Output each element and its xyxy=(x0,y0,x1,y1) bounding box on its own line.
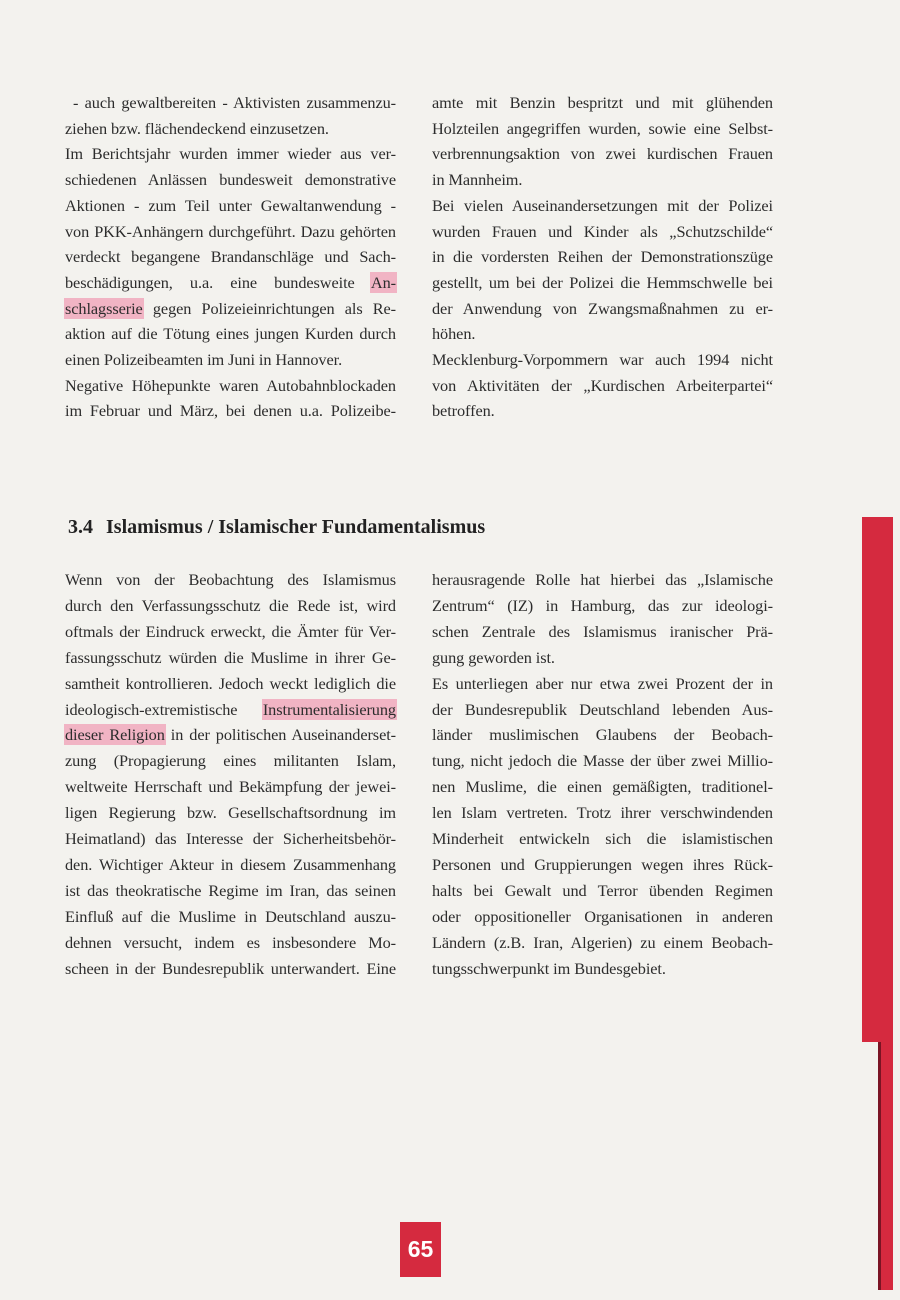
text-line: ziehen bzw. flächendeckend einzusetzen. xyxy=(65,118,329,138)
text-line: Heimatland) das Interesse der Sicherheitsbehör- xyxy=(65,829,396,849)
paragraph xyxy=(65,90,396,141)
text-column-top-left xyxy=(65,90,396,424)
text-line: Zentrum“ (IZ) in Hamburg, das zur ideologi- xyxy=(432,595,773,615)
text-line: ligen Regierung bzw. Gesellschaftsordnung im xyxy=(65,803,396,823)
text-segment: ideologisch-extremistische xyxy=(65,699,263,719)
text-line: aktion auf die Tötung eines jungen Kurden durch xyxy=(65,324,396,344)
section-title: Islamismus / Islamischer Fundamentalismus xyxy=(106,516,486,538)
text-line: zung (Propagierung eines militanten Islam, xyxy=(65,751,396,771)
paragraph xyxy=(432,193,773,347)
text-line: durch den Verfassungsschutz die Rede ist, wird xyxy=(65,595,396,615)
text-line xyxy=(65,296,396,322)
text-line: betroffen. xyxy=(432,401,495,421)
page-number: 65 xyxy=(407,1236,434,1262)
text-line: oder oppositioneller Organisationen in anderen xyxy=(432,906,773,926)
text-line: Aktionen - zum Teil unter Gewaltanwendung - xyxy=(65,195,396,215)
text-line: fassungsschutz würden die Muslime in ihrer Ge- xyxy=(65,647,396,667)
text-segment: beschädigungen, u.a. eine bundesweite xyxy=(65,272,371,292)
text-line xyxy=(65,722,396,748)
text-line: ist das theokratische Regime im Iran, das seinen xyxy=(65,880,396,900)
page-number-box xyxy=(400,1222,441,1277)
text-line: schen Zentrale des Islamismus iranischer Prä- xyxy=(432,621,773,641)
text-line: Holzteilen angegriffen wurden, sowie eine Selbst- xyxy=(432,118,773,138)
text-line: oftmals der Eindruck erweckt, die Ämter für Ver- xyxy=(65,621,396,641)
text-line: Einfluß auf die Muslime in Deutschland auszu- xyxy=(65,906,396,926)
text-line: weltweite Herrschaft und Bekämpfung der jewei- xyxy=(65,777,396,797)
highlighted-text: Instrumentalisierung xyxy=(262,699,396,719)
text-line: der Anwendung von Zwangsmaßnahmen zu er- xyxy=(432,298,773,318)
text-column-top-right xyxy=(432,90,773,424)
highlighted-text: An- xyxy=(370,272,396,292)
paragraph xyxy=(65,141,396,372)
text-line: herausragende Rolle hat hierbei das „Islamische xyxy=(432,570,773,589)
text-line: von PKK-Anhängern durchgeführt. Dazu gehörten xyxy=(65,221,396,241)
text-line: dehnen versucht, indem es insbesondere Mo- xyxy=(65,932,396,952)
chapter-marker-bar xyxy=(862,517,893,1042)
text-line: länder muslimischen Glaubens der Beobach- xyxy=(432,725,773,745)
paragraph xyxy=(432,90,773,193)
highlighted-text: schlagsserie xyxy=(65,298,143,318)
text-line: gestellt, um bei der Polizei die Hemmschwelle bei xyxy=(432,272,773,292)
text-line: Personen und Gruppierungen wegen ihres Rück- xyxy=(432,854,773,874)
text-line: den. Wichtiger Akteur in diesem Zusammenhang xyxy=(65,854,396,874)
text-line: von Aktivitäten der „Kurdischen Arbeiterpartei“ xyxy=(432,375,773,395)
text-line: in Mannheim. xyxy=(432,170,523,190)
text-line: halts bei Gewalt und Terror übenden Regimen xyxy=(432,880,773,900)
text-line: tung, nicht jedoch die Masse der über zwei Millio- xyxy=(432,751,773,771)
text-line: Es unterliegen aber nur etwa zwei Prozent der in xyxy=(432,673,773,693)
text-line: verdeckt begangene Brandanschläge und Sach- xyxy=(65,247,396,267)
text-line: Negative Höhepunkte waren Autobahnblockaden xyxy=(65,375,396,395)
text-line: nen Muslime, die einen gemäßigten, traditionel- xyxy=(432,777,773,797)
text-line: wurden Frauen und Kinder als „Schutzschilde“ xyxy=(432,221,773,241)
text-segment: gegen Polizeieinrichtungen als Re- xyxy=(142,298,396,318)
text-line: der Bundesrepublik Deutschland lebenden Aus- xyxy=(432,699,773,719)
paragraph xyxy=(432,347,773,424)
text-line: Wenn von der Beobachtung des Islamismus xyxy=(65,570,396,589)
text-line: Ländern (z.B. Iran, Algerien) zu einem Beobach- xyxy=(432,932,773,952)
text-line: len Islam vertreten. Trotz ihrer verschwindenden xyxy=(432,803,773,823)
text-column-bottom-left xyxy=(65,567,396,982)
text-line: schiedenen Anlässen bundesweit demonstrative xyxy=(65,170,396,190)
text-line: tungsschwerpunkt im Bundesgebiet. xyxy=(432,958,666,978)
text-line: in die vordersten Reihen der Demonstrationszüge xyxy=(432,247,773,267)
text-line: Mecklenburg-Vorpommern war auch 1994 nicht xyxy=(432,350,773,370)
text-line: scheen in der Bundesrepublik unterwandert. Eine xyxy=(65,958,396,978)
paragraph xyxy=(65,567,396,982)
text-line: im Februar und März, bei denen u.a. Polizeibe- xyxy=(65,401,396,421)
section-number: 3.4 xyxy=(68,516,93,538)
paragraph xyxy=(65,373,396,424)
text-line: gung geworden ist. xyxy=(432,647,555,667)
text-segment: in der politischen Auseinanderset- xyxy=(164,725,396,745)
text-line xyxy=(65,270,396,296)
text-line: amte mit Benzin bespritzt und mit glühenden xyxy=(432,93,773,112)
text-column-bottom-right xyxy=(432,567,773,982)
paragraph xyxy=(432,671,773,982)
highlighted-text: dieser Religion xyxy=(65,725,165,745)
text-line: Bei vielen Auseinandersetzungen mit der Polizei xyxy=(432,195,773,215)
text-line: - auch gewaltbereiten - Aktivisten zusammenzu- xyxy=(73,93,396,112)
paragraph xyxy=(432,567,773,671)
text-line: Im Berichtsjahr wurden immer wieder aus ver- xyxy=(65,144,396,164)
section-heading xyxy=(68,514,485,540)
chapter-marker-bar-lower xyxy=(878,1042,893,1290)
text-line: einen Polizeibeamten im Juni in Hannover. xyxy=(65,350,343,370)
text-line xyxy=(65,697,396,723)
text-line: samtheit kontrollieren. Jedoch weckt lediglich die xyxy=(65,673,396,693)
text-line: verbrennungsaktion von zwei kurdischen Frauen xyxy=(432,144,773,164)
text-line: Minderheit entwickeln sich die islamistischen xyxy=(432,829,773,849)
text-line: höhen. xyxy=(432,324,476,344)
